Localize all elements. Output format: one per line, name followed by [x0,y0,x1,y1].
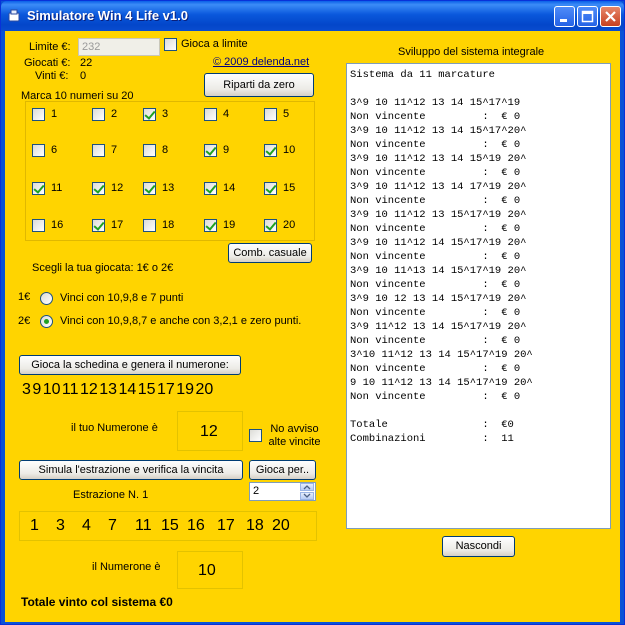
giocati-value: 22 [80,57,93,69]
number-checkbox[interactable] [204,108,217,121]
grid-instruction: Marca 10 numeri su 20 [21,90,134,102]
window-title: Simulatore Win 4 Life v1.0 [27,8,188,23]
spinner-value: 2 [253,485,260,497]
number-label: 2 [111,108,118,120]
option2-radio[interactable] [40,315,53,328]
copyright-link[interactable]: © 2009 delenda.net [213,56,310,68]
close-button[interactable] [600,6,621,27]
gioca-per-button[interactable]: Gioca per.. [249,460,316,480]
estrazione-label: Estrazione N. 1 [73,489,149,501]
limite-label: Limite €: [29,41,71,53]
app-icon [7,9,21,23]
maximize-button[interactable] [577,6,598,27]
number-checkbox[interactable] [264,108,277,121]
sviluppo-textarea[interactable]: Sistema da 11 marcature 3^9 10 11^12 13 14 15^17^19 Non vincente : € 0 3^9 10 11^12 13 14 15^17^20^ Non vincente : € 0 3^9 10 11^12 13 14 15^19 20^ Non vincente : € 0 3^9 10 11^12 13 14 17^19 20^ Non vincente : € 0 3^9 10 11^12 13 15^17^19 20^ Non vincente : € 0 3^9 10 11^12 14 15^17^19 20^ Non vincente : € 0 3^9 10 11^13 14 15^17^19 20^ Non vincente : € 0 3^9 10 12 13 14 15^17^19 20^ Non vincente : € 0 3^9 11^12 13 14 15^17^19 20^ Non vincente : € 0 3^10 11^12 13 14 15^17^19 20^ Non vincente : € 0 9 10 11^12 13 14 15^17^19 20^ Non vincente : € 0 Totale : €0 Combinazioni : 11 [346,63,611,529]
estrazione-number: 16 [187,517,205,534]
number-label: 17 [111,219,124,231]
estrazione-box [19,511,317,541]
number-label: 7 [111,144,118,156]
no-avviso-checkbox[interactable] [249,429,262,442]
gioca-limite-label: Gioca a limite [181,38,248,50]
number-label: 15 [283,182,296,194]
estrazione-number: 1 [30,517,39,534]
number-checkbox[interactable] [143,144,156,157]
gioca-schedina-button[interactable]: Gioca la schedina e genera il numerone: [19,355,241,375]
number-label: 8 [162,144,169,156]
totale-vinto: Totale vinto col sistema €0 [21,595,173,609]
numerone-value: 12 [200,423,218,440]
number-label: 11 [51,182,63,194]
giocata-prompt: Scegli la tua giocata: 1€ o 2€ [32,262,174,274]
number-label: 10 [283,144,296,156]
spinner-down-button[interactable] [300,492,314,500]
gioca-limite-checkbox[interactable] [164,38,177,51]
option1-label: Vinci con 10,9,8 e 7 punti [60,292,184,304]
estrazione-numerone-value: 10 [198,562,216,579]
number-label: 18 [162,219,175,231]
estrazione-number: 20 [272,517,290,534]
number-checkbox[interactable] [264,182,277,195]
number-label: 12 [111,182,124,194]
riparti-button[interactable]: Riparti da zero [204,73,314,97]
estrazione-numerone-label: il Numerone è [92,561,161,573]
number-label: 13 [162,182,175,194]
number-checkbox[interactable] [32,219,45,232]
estrazione-number: 11 [135,517,152,534]
estrazione-number: 3 [56,517,65,534]
schedina-numbers: 3 9 10 11 12 13 14 15 17 19 20 [22,381,214,398]
number-label: 9 [223,144,230,156]
arrow-up-icon [301,484,313,490]
number-grid [25,101,315,241]
estrazione-number: 4 [82,517,91,534]
option2-amount: 2€ [18,315,31,327]
nascondi-button[interactable]: Nascondi [442,536,515,557]
number-checkbox[interactable] [32,182,45,195]
option2-label: Vinci con 10,9,8,7 e anche con 3,2,1 e zero punti. [60,315,302,327]
number-checkbox[interactable] [92,219,105,232]
no-avviso-label: No avviso alte vincite [268,423,321,448]
numerone-label: il tuo Numerone è [71,422,158,434]
number-checkbox[interactable] [92,182,105,195]
number-checkbox[interactable] [92,144,105,157]
number-label: 1 [51,108,58,120]
number-checkbox[interactable] [264,144,277,157]
estrazione-number: 15 [161,517,179,534]
sviluppo-title: Sviluppo del sistema integrale [398,46,545,58]
number-checkbox[interactable] [204,219,217,232]
simula-button[interactable]: Simula l'estrazione e verifica la vincita [19,460,243,480]
spinner-up-button[interactable] [300,483,314,491]
number-checkbox[interactable] [143,219,156,232]
option1-amount: 1€ [18,291,31,303]
vinti-label: Vinti €: [35,70,69,82]
number-label: 5 [283,108,290,120]
limite-input[interactable]: 232 [78,38,160,56]
close-icon [601,7,620,26]
numerone-box [177,411,243,451]
number-label: 14 [223,182,236,194]
number-label: 19 [223,219,236,231]
estrazione-number: 17 [217,517,235,534]
giocati-label: Giocati €: [24,57,71,69]
number-checkbox[interactable] [204,144,217,157]
comb-casuale-button[interactable]: Comb. casuale [228,243,312,263]
number-label: 20 [283,219,296,231]
number-label: 6 [51,144,58,156]
arrow-down-icon [301,493,313,499]
number-checkbox[interactable] [264,219,277,232]
number-checkbox[interactable] [204,182,217,195]
number-label: 3 [162,108,169,120]
vinti-value: 0 [80,70,87,82]
maximize-icon [578,7,597,26]
number-checkbox[interactable] [32,108,45,121]
estrazione-number: 7 [108,517,117,534]
title-bar[interactable] [1,1,624,31]
number-checkbox[interactable] [143,182,156,195]
number-label: 4 [223,108,230,120]
number-checkbox[interactable] [32,144,45,157]
number-checkbox[interactable] [92,108,105,121]
option1-radio[interactable] [40,292,53,305]
minimize-icon [555,7,574,26]
main-panel [5,31,620,622]
estrazione-numerone-box [177,551,243,589]
number-label: 16 [51,219,64,231]
minimize-button[interactable] [554,6,575,27]
gioca-per-spinner[interactable] [249,482,316,501]
number-checkbox[interactable] [143,108,156,121]
estrazione-number: 18 [246,517,264,534]
